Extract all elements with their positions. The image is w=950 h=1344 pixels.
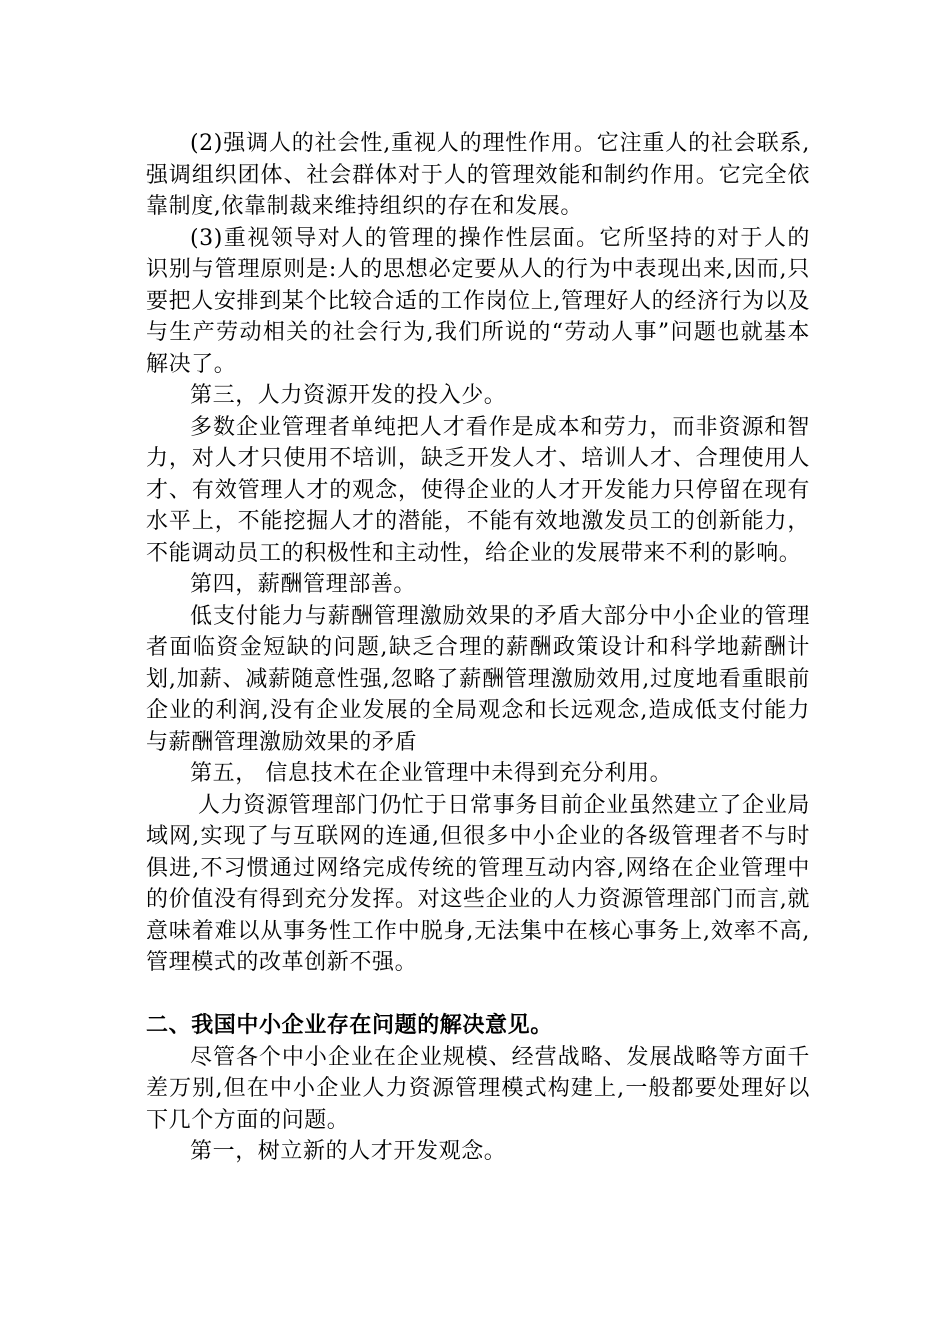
paragraph-third-point: 第三，人力资源开发的投入少。 — [190, 383, 507, 408]
section-heading: 二、我国中小企业存在问题的解决意见。 — [146, 1012, 553, 1038]
paragraph-solutions-intro: 尽管各个中小企业在企业规模、经营战略、发展战略等方面千差万别,但在中小企业人力资源管理模式构建上,一般都要处理好以下几个方面的问题。 — [146, 1044, 810, 1133]
paragraph-social-nature: (2)强调人的社会性,重视人的理性作用。它注重人的社会联系,强调组织团体、社会群体对于人的管理效能和制约作用。它完全依靠制度,依靠制裁来维持组织的存在和发展。 — [146, 131, 810, 219]
document-body — [146, 128, 810, 1168]
paragraph-fourth-point: 第四，薪酬管理部善。 — [190, 572, 417, 597]
paragraph-fifth-point: 第五， 信息技术在企业管理中未得到充分利用。 — [190, 761, 673, 786]
paragraph-information-technology: 人力资源管理部门仍忙于日常事务目前企业虽然建立了企业局域网,实现了与互联网的连通,但很多中小企业的各级管理者不与时俱进,不习惯通过网络完成传统的管理互动内容,网络在企业管理中的价值没有得到充分发挥。对这些企业的人力资源管理部门而言,就意味着难以从事务性工作中脱身,无法集中在核心事务上,效率不高,管理模式的改革创新不强。 — [146, 792, 810, 975]
paragraph-leadership-operational: (3)重视领导对人的管理的操作性层面。它所坚持的对于人的识别与管理原则是:人的思想必定要从人的行为中表现出来,因而,只要把人安排到某个比较合适的工作岗位上,管理好人的经济行为以及与生产劳动相关的社会行为,我们所说的“劳动人事”问题也就基本解决了。 — [146, 225, 810, 377]
paragraph-talent-investment: 多数企业管理者单纯把人才看作是成本和劳力，而非资源和智力，对人才只使用不培训，缺乏开发人才、培训人才、合理使用人才、有效管理人才的观念，使得企业的人才开发能力只停留在现有水平上，不能挖掘人才的潜能，不能有效地激发员工的创新能力，不能调动员工的积极性和主动性，给企业的发展带来不利的影响。 — [146, 414, 810, 566]
paragraph-first-solution: 第一，树立新的人才开发观念。 — [190, 1139, 507, 1164]
blank-line — [146, 979, 810, 1011]
paragraph-compensation: 低支付能力与薪酬管理激励效果的矛盾大部分中小企业的管理者面临资金短缺的问题,缺乏合理的薪酬政策设计和科学地薪酬计划,加薪、减薪随意性强,忽略了薪酬管理激励效用,过度地看重眼前企业的利润,没有企业发展的全局观念和长远观念,造成低支付能力与薪酬管理激励效果的矛盾 — [146, 603, 810, 755]
